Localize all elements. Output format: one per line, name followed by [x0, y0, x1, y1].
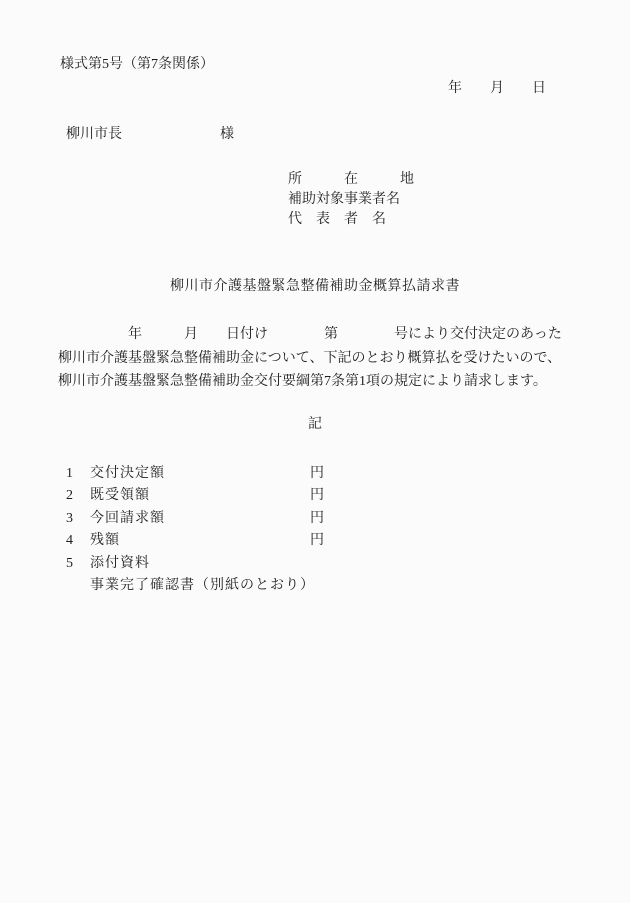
item-label: 残額 [90, 533, 120, 548]
recipient-business-name-label: 補助対象事業者名 [288, 192, 400, 207]
item-number: 1 [66, 466, 73, 481]
item-label: 添付資料 [90, 556, 150, 571]
recipient-representative-label: 代 表 者 名 [288, 212, 386, 227]
item-number: 2 [66, 488, 73, 503]
item-label: 既受領額 [90, 488, 150, 503]
item-label: 今回請求額 [90, 511, 165, 526]
claim-item-row [0, 489, 630, 505]
body-line-1: 年 月 日付け 第 号により交付決定のあった [58, 327, 562, 342]
item-label: 交付決定額 [90, 466, 165, 481]
claim-item-row [0, 534, 630, 550]
item-number: 4 [66, 533, 73, 548]
claim-item-row [0, 467, 630, 483]
note-heading: 記 [308, 417, 322, 432]
form-number: 様式第5号（第7条関係） [60, 57, 214, 72]
item-unit-yen: 円 [310, 466, 324, 481]
document-title: 柳川市介護基盤緊急整備補助金概算払請求書 [170, 279, 460, 294]
attachment-detail: 事業完了確認書（別紙のとおり） [90, 578, 315, 593]
claim-item-row [0, 557, 630, 573]
claim-item-row [0, 512, 630, 528]
item-number: 3 [66, 511, 73, 526]
body-line-2: 柳川市介護基盤緊急整備補助金について、下記のとおり概算払を受けたいので、 [58, 351, 562, 366]
body-line-3: 柳川市介護基盤緊急整備補助金交付要綱第7条第1項の規定により請求します。 [58, 374, 547, 389]
item-unit-yen: 円 [310, 488, 324, 503]
item-unit-yen: 円 [310, 511, 324, 526]
date-line: 年 月 日 [448, 81, 546, 96]
item-number: 5 [66, 556, 73, 571]
item-unit-yen: 円 [310, 533, 324, 548]
recipient-address-label: 所 在 地 [288, 172, 414, 187]
addressee-line: 柳川市長 様 [66, 127, 234, 142]
